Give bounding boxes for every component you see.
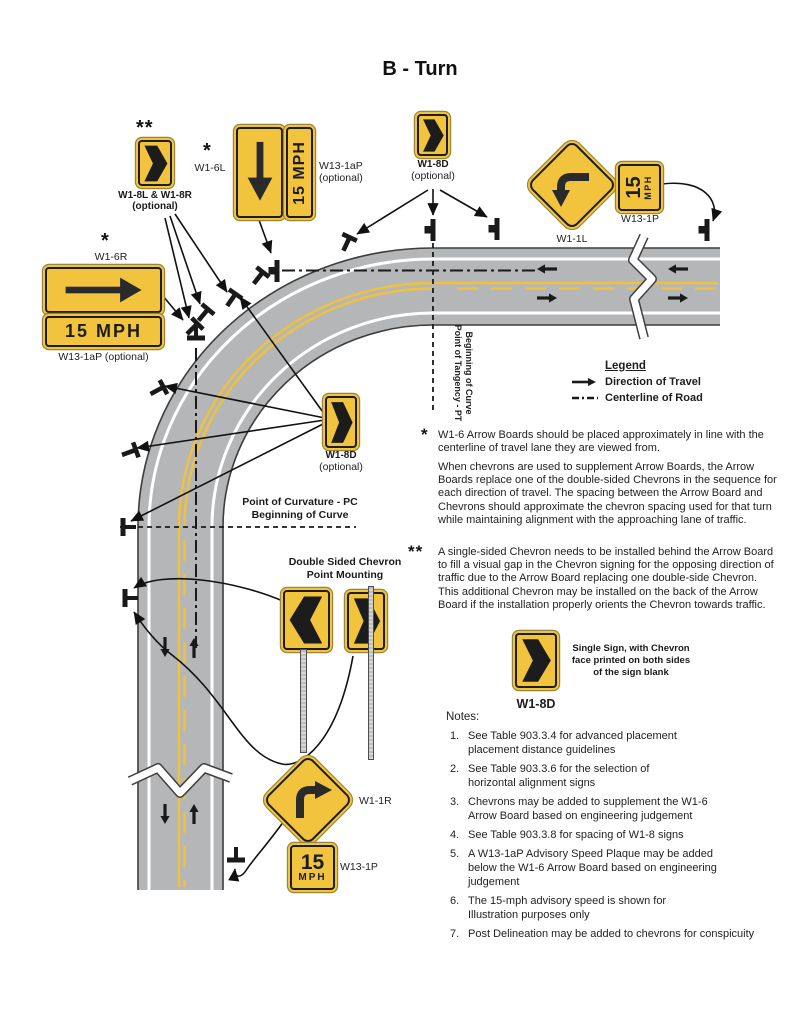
sign-post-icon: [123, 589, 139, 607]
w13-1ap-optional-label: (optional): [319, 172, 363, 184]
note-item: 2. See Table 903.3.6 for the selection of horizontal alignment signs: [450, 763, 650, 789]
w1-8d-chevron-sign: [417, 114, 448, 156]
w1-8lr-optional-label: (optional): [132, 201, 178, 212]
sign-post-icon: [227, 847, 245, 863]
plaque-text: 15 MPH: [623, 175, 653, 200]
w13-1p-bottom-label: W13-1P: [340, 861, 378, 873]
w1-6r-label: W1-6R: [94, 251, 128, 263]
sign-post-icon: [269, 260, 280, 282]
chevron-right-icon: [420, 117, 446, 154]
w13-1p-speed-plaque: 15 MPH: [290, 845, 335, 890]
star2-note-p1: A single-sided Chevron needs to be installed behind the Arrow Board to fill a visual gap in the Chevron signing for the opposing direction of traffic due to the Arrow Board replacing one double-side Chevron. This additional Chevron may be installed on the back of the Arrow Board if the installation properly orients the Chevron towards traffic.: [438, 546, 774, 611]
sign-post-icon: [425, 219, 436, 241]
w1-6l-label: W1-6L: [194, 162, 226, 174]
page-title: B - Turn: [382, 58, 458, 80]
w1-8d-mid-label: W1-8D: [325, 450, 357, 461]
w13-1p-label: W13-1P: [621, 213, 659, 225]
legend-item-label: Centerline of Road: [605, 392, 703, 404]
chevron-right-icon: [141, 143, 170, 184]
double-sided-chevron-label: Double Sided Chevron Point Mounting: [288, 556, 402, 581]
w13-1ap-speed-plaque: [286, 127, 313, 218]
pc-label: Point of Curvature - PC Beginning of Curve: [242, 496, 358, 521]
w1-8d-top-optional-label: (optional): [411, 170, 455, 182]
pt-label: Point of Tangency - PT Beginning of Curve: [453, 324, 474, 422]
w1-6l-arrow-board-sign: [236, 127, 283, 218]
w13-1ap-speed-plaque: [45, 316, 162, 347]
w1-8lr-label: W1-8L & W1-8R: [118, 190, 192, 201]
sign-post-icon: [119, 442, 140, 463]
sign-post-icon: [489, 218, 500, 240]
w1-6r-arrow-board-sign: [45, 267, 162, 313]
sign-post-icon: [699, 219, 710, 241]
w1-1r-label: W1-1R: [359, 795, 392, 807]
asterisk-marker: *: [203, 140, 212, 162]
left-turn-arrow-icon: [542, 155, 602, 215]
note-item: 3. Chevrons may be added to supplement the W1-6 Arrow Board based on engineering judgement: [450, 796, 708, 822]
dash-dot-line-icon: [572, 395, 598, 401]
w1-8d-sample-sign: [515, 633, 557, 688]
chevron-right-icon: [328, 399, 355, 446]
w1-8-chevron-sign: [138, 140, 172, 186]
sign-post-icon: [121, 518, 137, 536]
star1-note-p2: When chevrons are used to supplement Arrow Boards, the Arrow Boards replace one of the double-sided Chevrons in the sequence for each direction of travel. The spacing between the Arrow Board and Chevrons should approximate the chevron spacing used for that turn while maintaining alignment with the approaching lane of traffic.: [438, 461, 777, 526]
star2-marker: **: [408, 542, 424, 561]
note-item: 7. Post Delineation may be added to chevrons for conspicuity: [450, 928, 755, 940]
legend: [572, 360, 703, 405]
chevron-right-icon: [518, 636, 554, 685]
legend-item-label: Direction of Travel: [605, 376, 701, 388]
sign-post-icon: [336, 232, 358, 254]
chevron-right-icon: [350, 595, 383, 647]
notes-list: [450, 729, 780, 946]
sample-caption: Single Sign, with Chevron face printed on both sides of the sign blank: [571, 643, 691, 678]
w1-1l-label: W1-1L: [556, 233, 588, 245]
notes-heading: Notes:: [446, 711, 480, 723]
note-item: 5. A W13-1aP Advisory Speed Plaque may be added below the W1-6 Arrow Board based on engineering judgement: [450, 848, 717, 888]
double-asterisk-marker: **: [136, 117, 154, 139]
note-item: 6. The 15-mph advisory speed is shown for Illustration purposes only: [450, 895, 667, 921]
w13-1ap-label: W13-1aP: [319, 160, 363, 172]
sign-post-icon: [147, 379, 170, 401]
arrow-right-icon: [572, 377, 598, 387]
w1-8d-top-label: W1-8D: [417, 159, 449, 170]
arrow-down-icon: [240, 131, 280, 215]
sign-post: [368, 586, 374, 760]
arrow-right-icon: [50, 271, 158, 309]
chevron-sign-back-face: [347, 592, 385, 650]
w1-8d-chevron-sign: [325, 396, 357, 448]
chevron-sign-front-face: [283, 590, 330, 650]
w13-1ap-optional-label: W13-1aP (optional): [58, 351, 149, 363]
plaque-text: 15 MPH: [290, 140, 308, 205]
sign-post: [300, 649, 307, 753]
chevron-left-icon: [286, 593, 327, 647]
asterisk-marker: *: [101, 230, 110, 252]
note-item: 4. See Table 903.3.8 for spacing of W1-8 signs: [450, 829, 684, 841]
star1-note-p1: W1-6 Arrow Boards should be placed approximately in line with the centerline of travel lane they are viewed from.: [438, 429, 764, 455]
star1-marker: *: [421, 425, 429, 444]
plaque-text: 15 MPH: [64, 321, 143, 341]
note-item: 1. See Table 903.3.4 for advanced placement placement distance guidelines: [450, 730, 677, 756]
right-turn-arrow-icon: [278, 770, 338, 830]
legend-heading: Legend: [605, 360, 646, 372]
w1-8d-sample-label: W1-8D: [516, 697, 556, 711]
w13-1p-speed-plaque: [618, 164, 661, 211]
w1-8d-mid-optional-label: (optional): [319, 461, 363, 473]
sign-post-icon: [247, 265, 270, 288]
sign-post-icon: [221, 287, 244, 310]
